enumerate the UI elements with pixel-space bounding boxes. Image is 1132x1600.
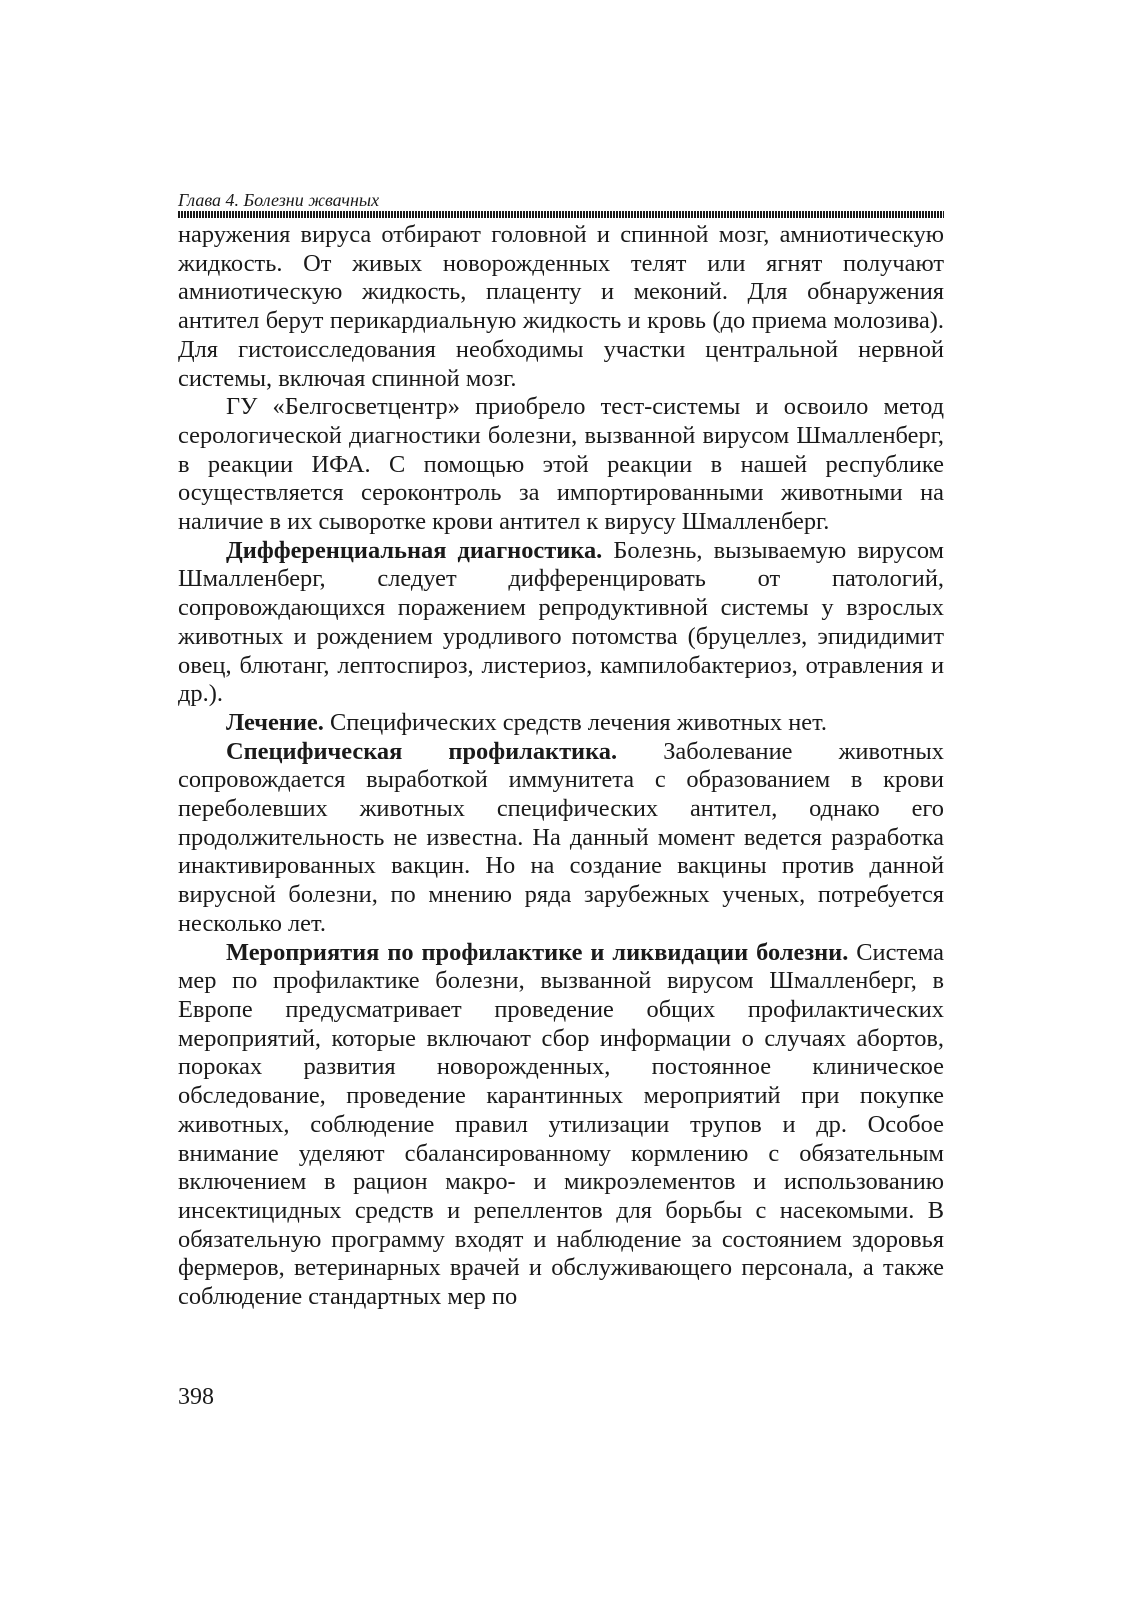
- paragraph-heading: Мероприятия по профилактике и ликвидации болезни.: [226, 938, 849, 966]
- paragraph-text: Болезнь, вызываемую вирусом Шмалленберг, следует дифференцировать от патологий, сопровождающихся поражением репродуктивной системы у взрослых животных и рождением уродливого потомства (бруцеллез, эпидидимит овец, блютанг, лептоспироз, листериоз, кампилобактериоз, отравления и др.).: [178, 536, 944, 708]
- body-text: [178, 221, 944, 1312]
- paragraph-specific-prophylaxis: [178, 738, 944, 939]
- header-rule: [178, 211, 944, 218]
- page-number: 398: [178, 1384, 214, 1410]
- paragraph-prevention-measures: [178, 939, 944, 1312]
- paragraph-text: Заболевание животных сопровождается выработкой иммунитета с образованием в крови переболевших животных специфических антител, однако его продолжительность не известна. На данный момент ведется разработка инактивированных вакцин. Но на создание вакцины против данной вирусной болезни, по мнению ряда зарубежных ученых, потребуется несколько лет.: [178, 737, 944, 937]
- paragraph-heading: Специфическая профилактика.: [226, 737, 618, 765]
- paragraph-text: ГУ «Белгосветцентр» приобрело тест-системы и освоило метод серологической диагностики болезни, вызванной вирусом Шмалленберг, в реакции ИФА. С помощью этой реакции в нашей республике осуществляется сероконтроль за импортированными животными на наличие в их сыворотке крови антител к вирусу Шмалленберг.: [178, 393, 944, 536]
- paragraph-text: Система мер по профилактике болезни, вызванной вирусом Шмалленберг, в Европе предусматривает проведение общих профилактических мероприятий, которые включают сбор информации о случаях абортов, пороках развития новорожденных, постоянное клиническое обследование, проведение карантинных мероприятий при покупке животных, соблюдение правил утилизации трупов и др. Особое внимание уделяют сбалансированному кормлению с обязательным включением в рацион макро- и микроэлементов и использованию инсектицидных средств и репеллентов для борьбы с насекомыми. В обязательную программу входят и наблюдение за состоянием здоровья фермеров, ветеринарных врачей и обслуживающего персонала, а также соблюдение стандартных мер по: [178, 938, 945, 1311]
- paragraph-continued: [178, 221, 944, 393]
- paragraph-heading: Дифференциальная диагностика.: [226, 536, 603, 564]
- paragraph-differential-diagnosis: [178, 537, 944, 709]
- paragraph-treatment: [178, 709, 944, 738]
- book-page: [178, 190, 944, 1312]
- paragraph-heading: Лечение.: [226, 708, 324, 736]
- running-head: Глава 4. Болезни жвачных: [178, 190, 380, 210]
- paragraph-text: Специфических средств лечения животных нет.: [323, 708, 828, 736]
- paragraph-text: наружения вируса отбирают головной и спинной мозг, амниотическую жидкость. От живых новорожденных телят или ягнят получают амниотическую жидкость, плаценту и меконий. Для обнаружения антител берут перикардиальную жидкость и кровь (до приема молозива). Для гистоисследования необходимы участки центральной нервной системы, включая спинной мозг.: [178, 221, 944, 392]
- paragraph-belgosvetcentr: [178, 393, 944, 537]
